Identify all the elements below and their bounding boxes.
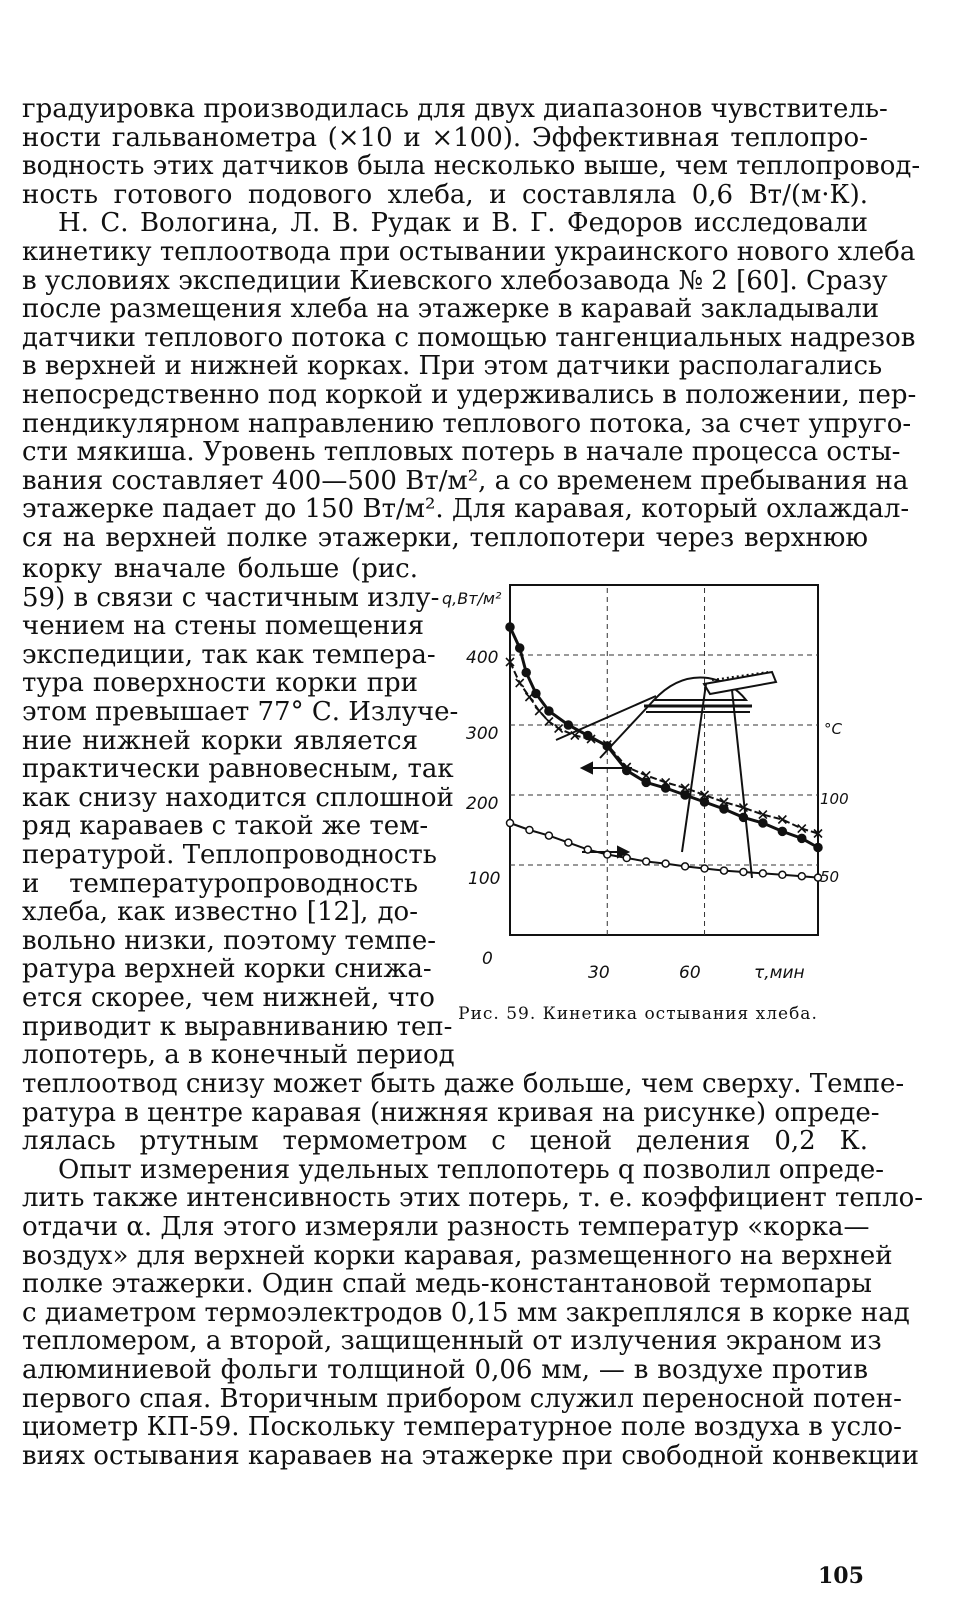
text-line: полке этажерки. Один спай медь-константановой термопары [22,1269,872,1300]
series-line-circle [510,823,818,878]
data-point-circle [643,858,650,865]
text-line: ся на верхней полке этажерки, теплопотери через верхнюю [22,523,868,553]
text-line: лопотерь, а в конечный период [22,1040,455,1071]
y-tick-label: 400 [466,648,499,668]
text-line: вания составляет 400—500 Вт/м², а со временем пребывания на [22,465,909,496]
data-point-circle [545,832,552,839]
text-line: ние нижней корки является [22,725,418,756]
data-point-circle [623,855,630,862]
text-line: градуировка производилась для двух диапазонов чувствитель- [22,94,888,124]
data-point-dot [522,669,530,677]
plot-frame [510,585,818,935]
series-line-cross [510,662,818,834]
data-point-circle [584,846,591,853]
right-tick-label: 50 [820,868,840,886]
data-point-dot [701,798,709,806]
text-line: хлеба, как известно [12], до- [22,897,418,928]
text-line: ности гальванометра (×10 и ×100). Эффективная теплопро- [22,122,868,153]
text-line: экспедиции, так как темпера- [22,639,436,670]
text-line: в условиях экспедиции Киевского хлебозавода № 2 [60]. Сразу [22,265,888,296]
text-line: в верхней и нижней корках. При этом датчики располагались [22,351,883,382]
right-tick-label: 100 [820,790,849,808]
figure-caption: Рис. 59. Кинетика остывания хлеба. [458,1004,818,1024]
data-point-dot [506,623,514,631]
data-point-dot [545,707,553,715]
data-point-dot [739,813,747,821]
text-line: воздух» для верхней корки каравая, размещенного на верхней [22,1240,893,1271]
text-line: этажерке падает до 150 Вт/м². Для каравая, который охлаждал- [22,494,910,525]
data-point-circle [604,851,611,858]
data-point-circle [779,871,786,878]
data-point-cross [545,718,553,726]
text-line: после размещения хлеба на этажерке в каравай закладывали [22,294,880,325]
text-line: пературой. Теплопроводность [22,840,437,870]
text-line: теплоотвод снизу может быть даже больше, чем сверху. Темпе- [22,1069,905,1099]
text-line: как снизу находится сплошной [22,782,454,813]
text-line: с диаметром термоэлектродов 0,15 мм закреплялся в корке над [22,1297,910,1328]
data-point-circle [759,870,766,877]
text-line: тура поверхности корки при [22,668,418,699]
data-point-dot [564,721,572,729]
data-point-circle [662,860,669,867]
text-line: алюминиевой фольги толщиной 0,06 мм, — в воздухе против [22,1355,868,1385]
x-tick-label: 60 [679,963,701,983]
text-line: этом превышает 77° С. Излуче- [22,697,459,727]
data-point-circle [526,827,533,834]
grid-lines [510,585,818,935]
y-tick-label: 100 [468,869,501,889]
data-point-dot [798,834,806,842]
y-tick-label: 300 [466,724,499,744]
text-line: лить также интенсивность этих потерь, т. е. коэффициент тепло- [22,1183,924,1214]
data-point-circle [682,863,689,870]
text-line: тепломером, а второй, защищенный от излучения экраном из [22,1326,882,1357]
text-line: ратура в центре каравая (нижняя кривая на рисунке) опреде- [22,1097,880,1128]
text-line: Опыт измерения удельных теплопотерь q позволил опреде- [58,1154,885,1185]
data-point-dot [516,644,524,652]
data-point-dot [778,827,786,835]
y-tick-label: 200 [466,794,499,814]
data-point-dot [642,778,650,786]
data-point-circle [507,820,514,827]
right-axis-label: °С [824,720,842,738]
data-point-dot [681,791,689,799]
text-line: корку вначале больше (рис. [22,554,418,584]
text-line: приводит к выравниванию теп- [22,1011,453,1042]
text-line: практически равновесным, так [22,754,454,785]
text-line: и температуропроводность [22,868,418,899]
data-point-circle [798,873,805,880]
text-line: ность готового подового хлеба, и составляла 0,6 Вт/(м·К). [22,179,868,210]
data-point-circle [701,865,708,872]
text-line: ется скорее, чем нижней, что [22,983,435,1013]
text-line: вольно низки, поэтому темпе- [22,925,437,956]
text-line: кинетику теплоотвода при остывании украинского нового хлеба [22,237,916,267]
page-number: 105 [818,1563,864,1589]
text-line: отдачи α. Для этого измеряли разность температур «корка— [22,1212,870,1242]
data-point-cross [535,707,543,715]
text-line: датчики теплового потока с помощью тангенциальных надрезов [22,322,916,353]
x-tick-label: 30 [588,963,610,983]
text-line: лялась ртутным термометром с ценой деления 0,2 К. [22,1126,868,1157]
x-axis-label: τ,мин [754,963,805,983]
text-line: сти мякиша. Уровень тепловых потерь в начале процесса осты- [22,437,901,468]
text-line: водность этих датчиков была несколько выше, чем теплопровод- [22,151,921,182]
y-axis-label: q,Вт/м² [442,589,502,608]
text-line: 59) в связи с частичным излу- [22,582,440,613]
data-point-dot [720,805,728,813]
text-line: непосредственно под коркой и удерживались в положении, пер- [22,380,917,410]
data-point-cross [525,693,533,701]
text-line: первого спая. Вторичным прибором служил переносной потен- [22,1383,902,1414]
text-line: чением на стены помещения [22,611,425,642]
data-point-circle [565,839,572,846]
data-point-cross [555,725,563,733]
series-group [506,623,822,881]
data-point-dot [759,819,767,827]
data-point-circle [720,867,727,874]
y-tick-label: 0 [482,949,493,969]
text-line: виях остывания караваев на этажерке при свободной конвекции [22,1440,919,1471]
chart-figure [432,572,852,992]
text-line: циометр КП-59. Поскольку температурное поле воздуха в усло- [22,1412,902,1443]
text-line: пендикулярном направлению теплового потока, за счет упруго- [22,408,912,439]
text-line: ратура верхней корки снижа- [22,954,432,985]
text-line: ряд караваев с такой же тем- [22,811,429,842]
data-point-dot [814,844,822,852]
series-line-dot [510,627,818,848]
data-point-cross [516,679,524,687]
text-line: Н. С. Вологина, Л. В. Рудак и В. Г. Федоров исследовали [58,208,868,239]
data-point-circle [740,869,747,876]
